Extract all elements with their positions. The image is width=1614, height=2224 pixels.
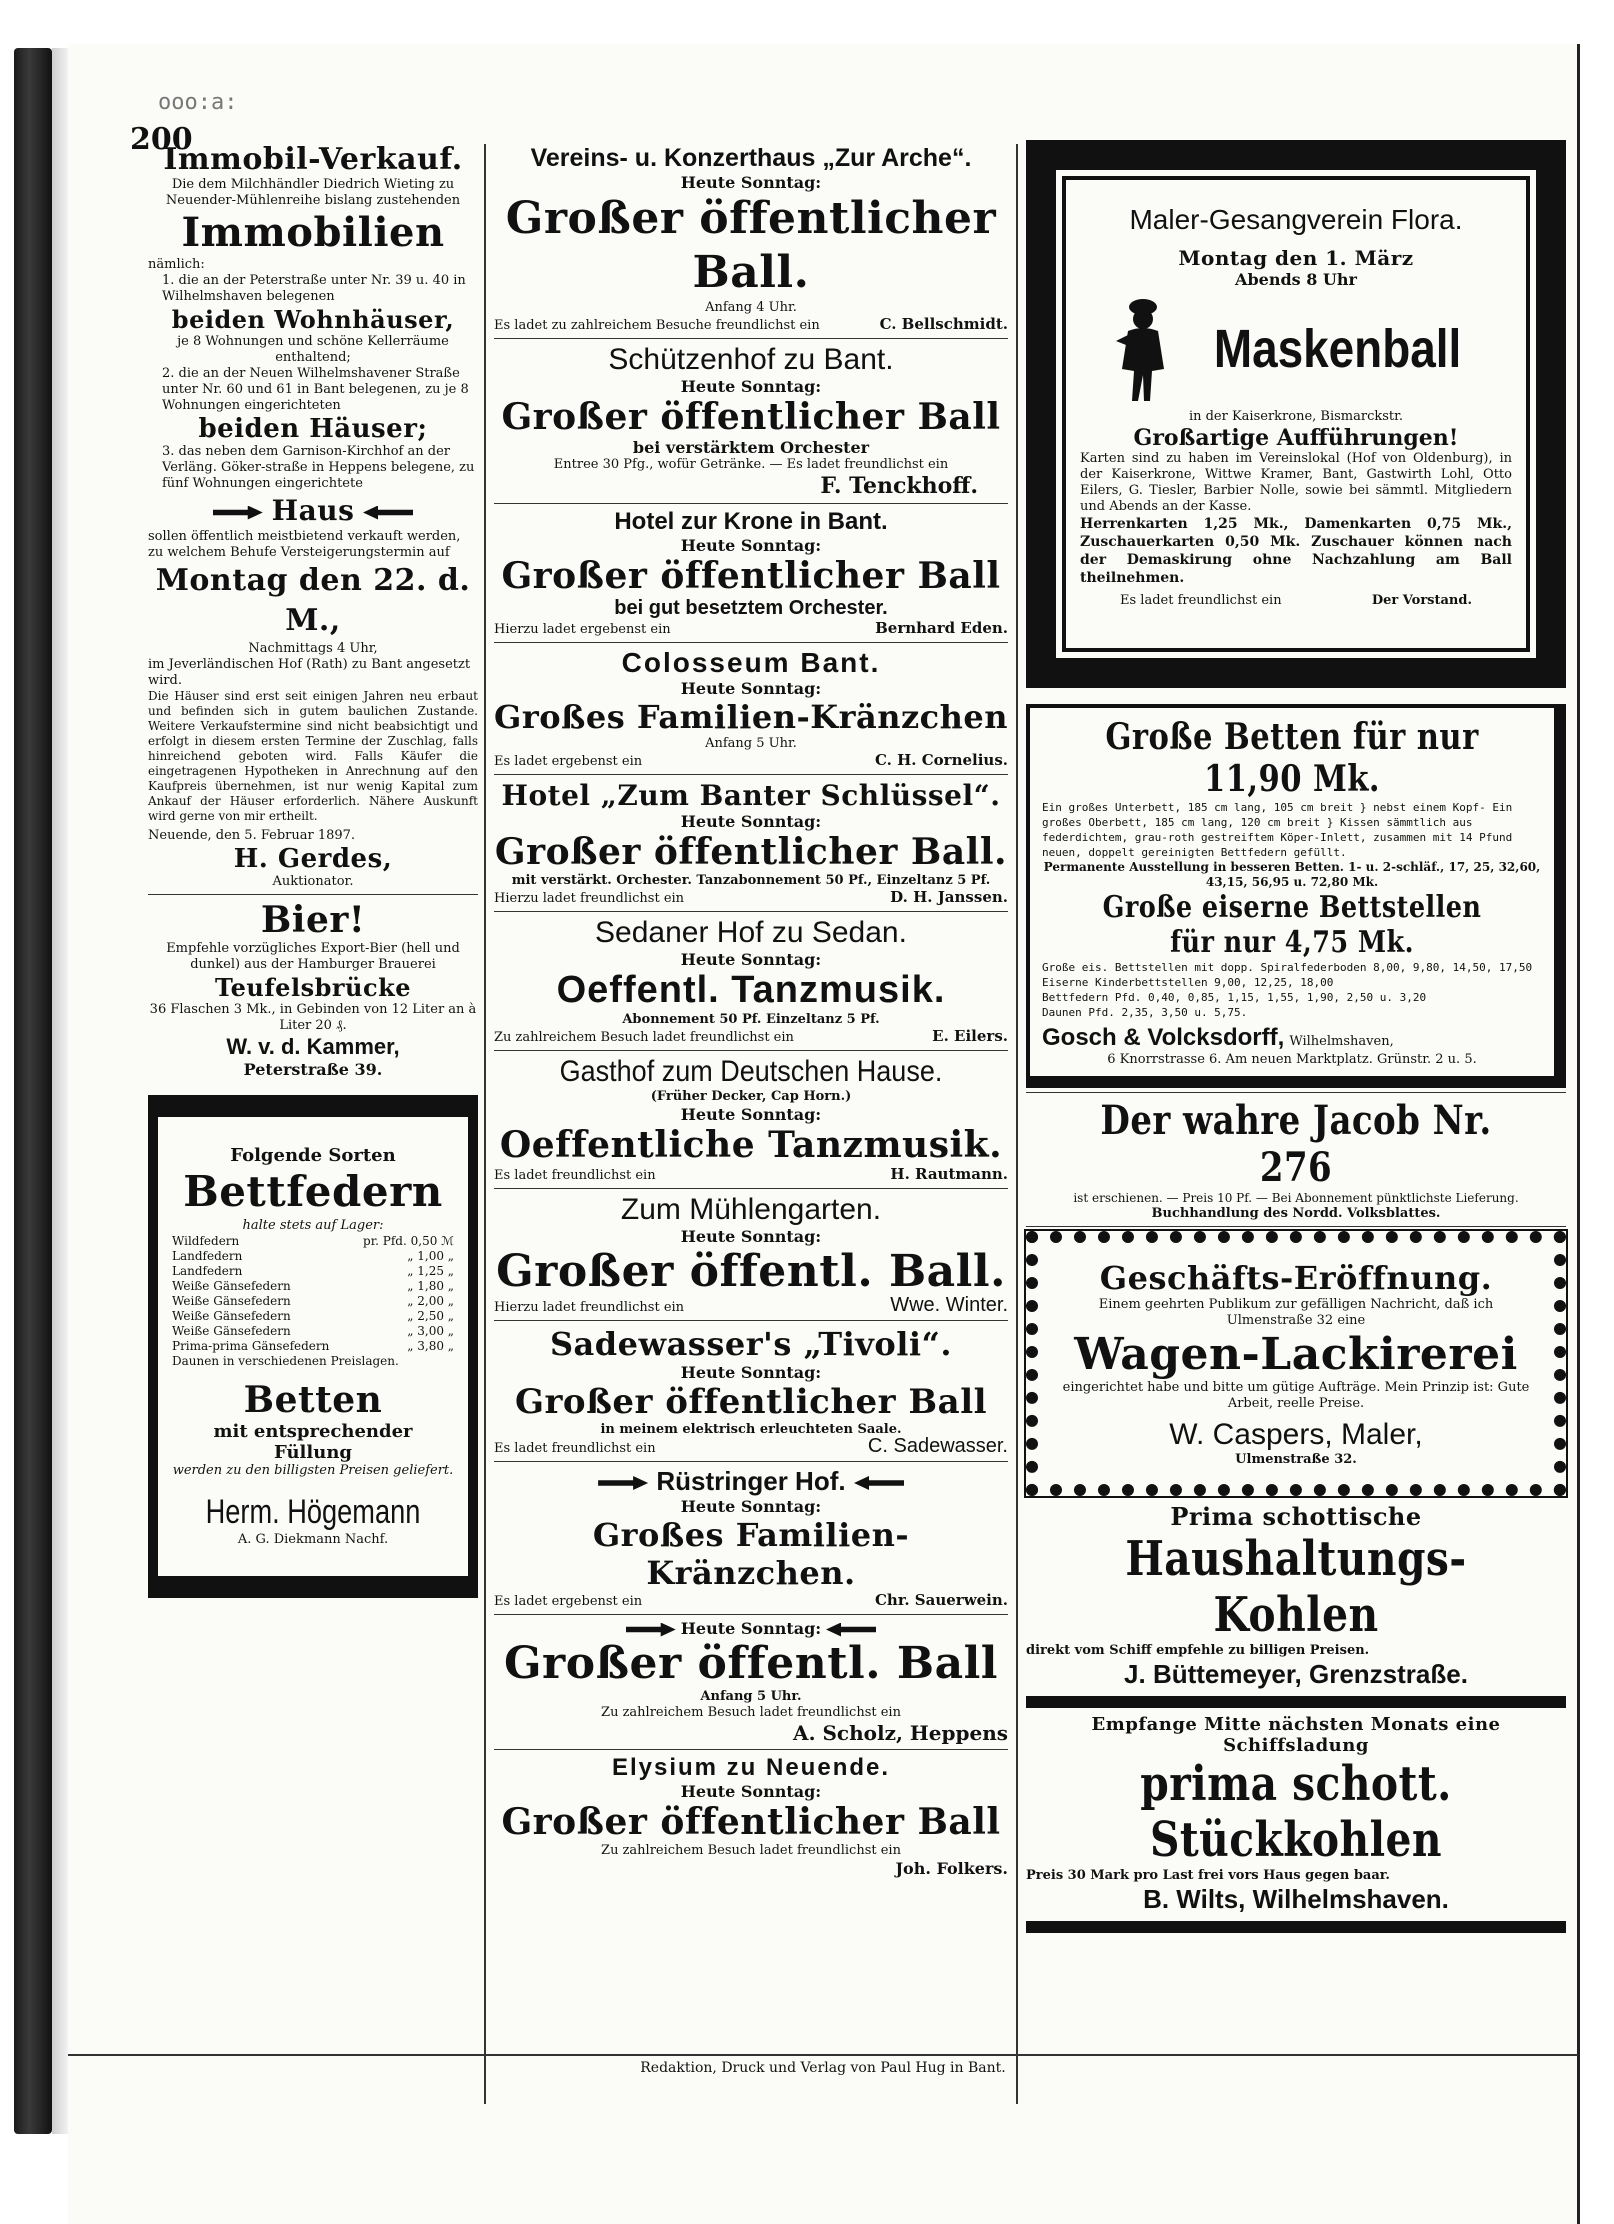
price-row: Weiße Gänsefedern „ 2,00 „ [172, 1294, 454, 1308]
ad-buettemeyer [1026, 1502, 1566, 1690]
ad-text: 2. die an der Neuen Wilhelmshavener Straße unter Nr. 60 und 61 in Bant belegenen, zu je 8 Wohnungen eingerichteten [162, 366, 469, 413]
ad-role: Auktionator. [272, 874, 354, 889]
ad-title: Immobil-Verkauf. [163, 142, 463, 177]
ad-headline: Großes Familien-Kränzchen [494, 698, 1009, 736]
ad-title: Rüstringer Hof. [656, 1466, 846, 1496]
ad-tivoli [494, 1325, 1008, 1457]
binding-edge [52, 48, 68, 2134]
ad-text: Anfang 4 Uhr. [705, 300, 797, 315]
ad-text: A. G. Diekmann Nachf. [237, 1532, 389, 1547]
divider [494, 1614, 1008, 1615]
ad-jacob [1026, 1097, 1566, 1222]
ad-krone [494, 508, 1008, 638]
ad-title: Hotel „Zum Banter Schlüssel“. [501, 779, 1001, 812]
ad-text: Abonnement 50 Pf. Einzeltanz 5 Pf. [622, 1012, 880, 1027]
imprint-footer: Redaktion, Druck und Verlag von Paul Hug in Bant. [68, 2054, 1578, 2076]
ad-text: Prima schottische [1170, 1502, 1422, 1531]
ad-text: Anfang 5 Uhr. [700, 1689, 802, 1704]
ad-text: Folgende Sorten [230, 1145, 396, 1166]
ad-name: Joh. Folkers. [895, 1859, 1008, 1878]
ad-headline: Großer öffentlicher Ball [514, 1382, 988, 1422]
ad-time: Abends 8 Uhr [1235, 270, 1357, 289]
ad-firm-line: Gosch & Volcksdorff, Wilhelmshaven, [1042, 1024, 1394, 1051]
top-margin [0, 0, 1614, 44]
price-row: Landfedern „ 1,25 „ [172, 1264, 454, 1278]
ad-title: Zum Mühlengarten. [620, 1193, 882, 1226]
pointing-hand-icon [826, 1623, 876, 1637]
ad-text: sollen öffentlich meistbietend verkauft werden, zu welchem Behufe Versteigerungstermin auf [148, 529, 461, 560]
ad-subhead: beiden Häuser; [198, 414, 428, 444]
ad-text: 3. das neben dem Garnison-Kirchhof an der Verläng. Göker-straße in Heppens belegene, zu fünf Wohnungen eingerichtete [162, 444, 475, 491]
divider [494, 1749, 1008, 1750]
ad-masken-row [1080, 289, 1512, 409]
masked-figure-icon [1108, 289, 1178, 409]
ad-text: Zu zahlreichem Besuch ladet freundlichst ein [601, 1843, 901, 1858]
ad-headline: Großer öffentlicher Ball. [494, 831, 1008, 873]
ad-sonntag: Heute Sonntag: [680, 173, 822, 192]
pointing-hand-icon [598, 1476, 648, 1490]
divider [494, 1050, 1008, 1051]
ad-headline: Großer öffentl. Ball [503, 1638, 999, 1689]
ad-immobil [148, 142, 478, 890]
ad-text: Eiserne Kinderbettstellen 9,00, 12,25, 18,00 [1042, 976, 1334, 989]
price-list [172, 1234, 454, 1369]
ad-text: Große eis. Bettstellen mit dopp. Spiralfederboden 8,00, 9,80, 14,50, 17,50 [1042, 961, 1533, 974]
price-note: Daunen in verschiedenen Preislagen. [172, 1354, 399, 1368]
pointing-hand-icon [213, 506, 263, 520]
ad-title: Elysium zu Neuende. [611, 1754, 891, 1781]
ad-headline: Großer öffentl. Ball. [496, 1246, 1006, 1297]
ad-arche [494, 144, 1008, 334]
divider [494, 503, 1008, 504]
divider [494, 1461, 1008, 1462]
divider [1026, 1226, 1566, 1227]
ad-headline: Der wahre Jacob Nr. 276 [1100, 1097, 1492, 1191]
ad-bier [148, 899, 478, 1079]
ad-footer-line: Es ladet ergebenst ein Chr. Sauerwein. [494, 1591, 1008, 1609]
divider [494, 774, 1008, 775]
ad-footer-line: Es ladet zu zahlreichem Besuche freundlichst ein C. Bellschmidt. [494, 315, 1008, 333]
price-row: Weiße Gänsefedern „ 3,00 „ [172, 1324, 454, 1338]
price-row: Wildfedern pr. Pfd. 0,50 ℳ [172, 1234, 454, 1248]
ad-text: im Jeverländischen Hof (Rath) zu Bant angesetzt wird. [148, 657, 471, 688]
ad-text: ist erschienen. — Preis 10 Pf. — Bei Abonnement pünktlichste Lieferung. [1073, 1191, 1519, 1205]
ad-footer-line: Hierzu ladet freundlichst ein Wwe. Winter. [494, 1294, 1008, 1316]
ad-title: Vereins- u. Konzerthaus „Zur Arche“. [530, 144, 972, 172]
ad-text: eingerichtet habe und bitte um gütige Aufträge. Mein Prinzip ist: Gute Arbeit, reelle Preise. [1062, 1380, 1530, 1411]
ad-text: Ein großes Unterbett, 185 cm lang, 105 cm breit } nebst einem Kopf- Ein großes Oberbett, 185 cm lang, 120 cm breit } Kissen sämmtlich aus federdichtem, grau-roth gestreiftem Köper-Inlett, zusammen mit 14 Pfund neuen, doppelt gereinigten Bettfedern gefüllt. [1042, 801, 1513, 859]
ad-name: F. Tenckhoff. [820, 473, 978, 499]
ad-address: Ulmenstraße 32. [1235, 1452, 1357, 1467]
ad-headline: Immobilien [181, 209, 445, 256]
ad-muehlengarten [494, 1193, 1008, 1316]
ad-date: Montag den 1. März [1178, 246, 1414, 270]
ad-title: Colosseum Bant. [621, 647, 881, 678]
ad-name: W. v. d. Kammer, [226, 1034, 400, 1059]
ad-headline: Großer öffentlicher Ball [501, 555, 1001, 597]
ad-sonntag: Heute Sonntag: [680, 950, 822, 969]
black-bar [1026, 1696, 1566, 1708]
black-bar [1026, 1921, 1566, 1933]
ad-footer-line: Es ladet freundlichst ein C. Sadewasser. [494, 1435, 1008, 1457]
ad-text: bei verstärktem Orchester [632, 438, 870, 457]
ad-intro: Die dem Milchhändler Diedrich Wieting zu Neuender-Mühlenreihe bislang zustehenden [165, 177, 461, 208]
ad-schluessel [494, 779, 1008, 907]
ad-title: Bier! [260, 899, 366, 941]
ad-address: 6 Knorrstrasse 6. Am neuen Marktplatz. Grünstr. 2 u. 5. [1107, 1052, 1477, 1067]
ad-title: Sedaner Hof zu Sedan. [595, 916, 907, 949]
column-left [148, 142, 478, 1598]
ad-title-line [494, 1466, 1008, 1497]
ad-title: Hotel zur Krone in Bant. [614, 508, 888, 535]
ad-text: Nachmittags 4 Uhr, [248, 641, 378, 656]
ad-headline: Großer öffentlicher Ball [501, 1801, 1001, 1843]
ad-sonntag: Heute Sonntag: [680, 536, 822, 555]
ad-subhead: beiden Wohnhäuser, [171, 305, 455, 334]
ad-text: Zu zahlreichem Besuch ladet freundlichst ein [601, 1705, 901, 1720]
ad-text: direkt vom Schiff empfehle zu billigen Preisen. [1026, 1643, 1370, 1658]
ad-footer-line: Es ladet freundlichst ein Der Vorstand. [1120, 593, 1472, 608]
ad-subhead-haus [148, 494, 478, 527]
ad-text: Einem geehrten Publikum zur gefälligen Nachricht, daß ich Ulmenstraße 32 eine [1098, 1297, 1494, 1328]
ad-prices: Herrenkarten 1,25 Mk., Damenkarten 0,75 Mk., Zuschauerkarten 0,50 Mk. Zuschauer können nach der Demaskirung ohne Nachzahlung am Ball theilnehmen. [1080, 516, 1512, 586]
ad-gasthof [494, 1055, 1008, 1184]
ad-headline: Oeffentliche Tanzmusik. [499, 1124, 1003, 1166]
ad-sonntag-line [494, 1619, 1008, 1638]
ad-text: je 8 Wohnungen und schöne Kellerräume enthaltend; [177, 334, 449, 365]
ad-name: Herm. Högemann [205, 1493, 421, 1531]
ad-headline: Große Betten für nur 11,90 Mk. [1105, 716, 1479, 800]
ad-title: Schützenhof zu Bant. [608, 343, 894, 376]
divider [494, 1320, 1008, 1321]
ad-headline: prima schott. Stückkohlen [1140, 1756, 1452, 1868]
ad-subhead: Haus [271, 494, 355, 527]
ad-text: Preis 30 Mark pro Last frei vors Haus gegen baar. [1026, 1868, 1390, 1883]
divider [148, 894, 478, 895]
ad-text: (Früher Decker, Cap Horn.) [650, 1089, 852, 1104]
ad-footer-line: Es ladet ergebenst ein C. H. Cornelius. [494, 751, 1008, 769]
ad-elysium [494, 1754, 1008, 1878]
ad-date: Montag den 22. d. M., [155, 563, 471, 638]
ad-sonntag: Heute Sonntag: [680, 812, 822, 831]
ad-text: 36 Flaschen 3 Mk., in Gebinden von 12 Liter an à Liter 20 ₰. [149, 1002, 477, 1033]
price-row: Prima-prima Gänsefedern „ 3,80 „ [172, 1339, 454, 1353]
ad-headline: Wagen-Lackirerei [1074, 1329, 1518, 1380]
ad-text: Bettfedern Pfd. 0,40, 0,85, 1,15, 1,55, 1,90, 2,50 u. 3,20 [1042, 991, 1427, 1004]
ad-headline: Großer öffentlicher Ball. [505, 193, 997, 298]
pointing-hand-icon [854, 1476, 904, 1490]
ad-headline: Oeffentl. Tanzmusik. [556, 969, 946, 1011]
divider [494, 1188, 1008, 1189]
ad-text: Buchhandlung des Nordd. Volksblattes. [1151, 1206, 1441, 1221]
ad-headline: Bettfedern [183, 1167, 443, 1216]
ad-footer-line: Hierzu ladet ergebenst ein Bernhard Eden. [494, 619, 1008, 637]
ad-sedaner [494, 916, 1008, 1046]
price-row: Weiße Gänsefedern „ 2,50 „ [172, 1309, 454, 1323]
newspaper-page [68, 52, 1578, 2212]
ad-title: Maler-Gesangverein Flora. [1129, 204, 1463, 235]
ad-text: Permanente Ausstellung in besseren Betten. 1- u. 2-schläf., 17, 25, 32,60, 43,15, 56,95 u. 72,80 Mk. [1043, 860, 1541, 889]
right-page-edge [1577, 44, 1614, 2224]
ad-text: in der Kaiserkrone, Bismarckstr. [1188, 409, 1404, 424]
ad-text: 1. die an der Peterstraße unter Nr. 39 u. 40 in Wilhelmshaven belegenen [162, 273, 466, 304]
ad-sonntag: Heute Sonntag: [680, 1782, 822, 1801]
ad-sonntag: Heute Sonntag: [680, 1105, 822, 1124]
ad-headline: Haushaltungs-Kohlen [1125, 1531, 1467, 1643]
ad-text: Entree 30 Pfg., wofür Getränke. — Es ladet freundlichst ein [553, 457, 949, 472]
divider [494, 642, 1008, 643]
ad-sonntag: Heute Sonntag: [680, 1363, 822, 1382]
ad-text: in meinem elektrisch erleuchteten Saale. [600, 1422, 902, 1437]
library-signature: ooo:a: [158, 90, 238, 115]
ad-text: mit entsprechender Füllung [213, 1421, 413, 1463]
divider [494, 911, 1008, 912]
ad-caspers [1026, 1231, 1566, 1496]
ad-sonntag: Heute Sonntag: [680, 679, 822, 698]
ad-gosch [1026, 704, 1566, 1088]
ad-subhead: Großartige Aufführungen! [1133, 425, 1459, 451]
ad-wilts [1026, 1714, 1566, 1915]
ad-subhead: Betten [243, 1379, 383, 1421]
ad-text: bei gut besetztem Orchester. [614, 597, 888, 619]
page-number: 200 [130, 122, 193, 157]
ad-name: J. Büttemeyer, Grenzstraße. [1124, 1659, 1468, 1689]
divider [1026, 1092, 1566, 1093]
column-middle [484, 144, 1018, 2104]
ad-scholz [494, 1619, 1008, 1745]
ad-name: B. Wilts, Wilhelmshaven. [1143, 1884, 1449, 1914]
pointing-hand-icon [363, 506, 413, 520]
ad-headline: Großes Familien-Kränzchen. [592, 1516, 910, 1592]
ad-text: nämlich: [148, 257, 205, 272]
ad-body: Die Häuser sind erst seit einigen Jahren neu erbaut und befinden sich in gutem baulichen Zustande. Weitere Verkaufstermine sind nicht beabsichtigt und erfolgt in diesem ersten Termine der Zuschlag, falls hinreichend geboten wird. Falls Käufer die eingetragenen Hypotheken in Anrechnung auf den Kaufpreis übernehmen, ist nur wenig Kapital zum Ankauf der Häuser erforderlich. Nähere Auskunft wird gerne von mir ertheilt. [148, 689, 478, 823]
ad-sonntag: Heute Sonntag: [680, 1227, 822, 1246]
ad-schuetzenhof [494, 343, 1008, 499]
ad-text: Anfang 5 Uhr. [705, 736, 797, 751]
ad-bettfedern [148, 1095, 478, 1598]
ad-ruestringer [494, 1466, 1008, 1610]
ad-subhead: Große eiserne Bettstellen für nur 4,75 Mk. [1102, 890, 1482, 960]
column-right [1026, 140, 1566, 1939]
ad-text: halte stets auf Lager: [242, 1218, 384, 1233]
ad-footer-line: Hierzu ladet freundlichst ein D. H. Janssen. [494, 888, 1008, 906]
ad-title: Gasthof zum Deutschen Hause. [559, 1055, 943, 1088]
ad-text: Daunen Pfd. 2,35, 3,50 u. 5,75. [1042, 1006, 1248, 1019]
ad-subhead: Teufelsbrücke [215, 973, 411, 1002]
ad-name: W. Caspers, Maler, [1169, 1418, 1423, 1451]
ad-footer-line: Zu zahlreichem Besuch ladet freundlichst ein E. Eilers. [494, 1027, 1008, 1045]
ad-signer: H. Gerdes, [233, 844, 393, 874]
ad-date-line: Neuende, den 5. Februar 1897. [148, 828, 356, 843]
ad-text: Empfange Mitte nächsten Monats eine Schiffsladung [1091, 1714, 1501, 1756]
ad-sonntag: Heute Sonntag: [680, 1497, 822, 1516]
ad-headline: Großer öffentlicher Ball [501, 396, 1001, 438]
ad-footer-line: Es ladet freundlichst ein H. Rautmann. [494, 1165, 1008, 1183]
book-binding [14, 48, 52, 2134]
ad-headline: Maskenball [1214, 319, 1462, 379]
price-row: Landfedern „ 1,00 „ [172, 1249, 454, 1263]
pointing-hand-icon [626, 1623, 676, 1637]
ad-text: Empfehle vorzügliches Export-Bier (hell und dunkel) aus der Hamburger Brauerei [166, 941, 460, 972]
ad-text: Karten sind zu haben im Vereinslokal (Hof von Oldenburg), in der Kaiserkrone, Wittwe Kramer, Bant, Gastwirth Lohl, Otto Eilers, G. Tiesler, Barbier Nolle, sowie bei sämmtl. Mitgliedern und Abends an der Kasse. [1080, 451, 1512, 514]
ad-text: werden zu den billigsten Preisen geliefert. [172, 1463, 454, 1478]
ad-address: Peterstraße 39. [243, 1060, 383, 1079]
ad-sonntag: Heute Sonntag: [680, 1619, 822, 1638]
divider [494, 338, 1008, 339]
ad-text: mit verstärkt. Orchester. Tanzabonnement 50 Pf., Einzeltanz 5 Pf. [511, 873, 991, 888]
ad-name: A. Scholz, Heppens [793, 1721, 1008, 1745]
price-row: Weiße Gänsefedern „ 1,80 „ [172, 1279, 454, 1293]
ad-sonntag: Heute Sonntag: [680, 377, 822, 396]
ad-title: Sadewasser's „Tivoli“. [549, 1325, 953, 1363]
ad-colosseum [494, 647, 1008, 770]
ad-title: Geschäfts-Eröffnung. [1099, 1259, 1493, 1297]
ad-flora [1026, 140, 1566, 688]
